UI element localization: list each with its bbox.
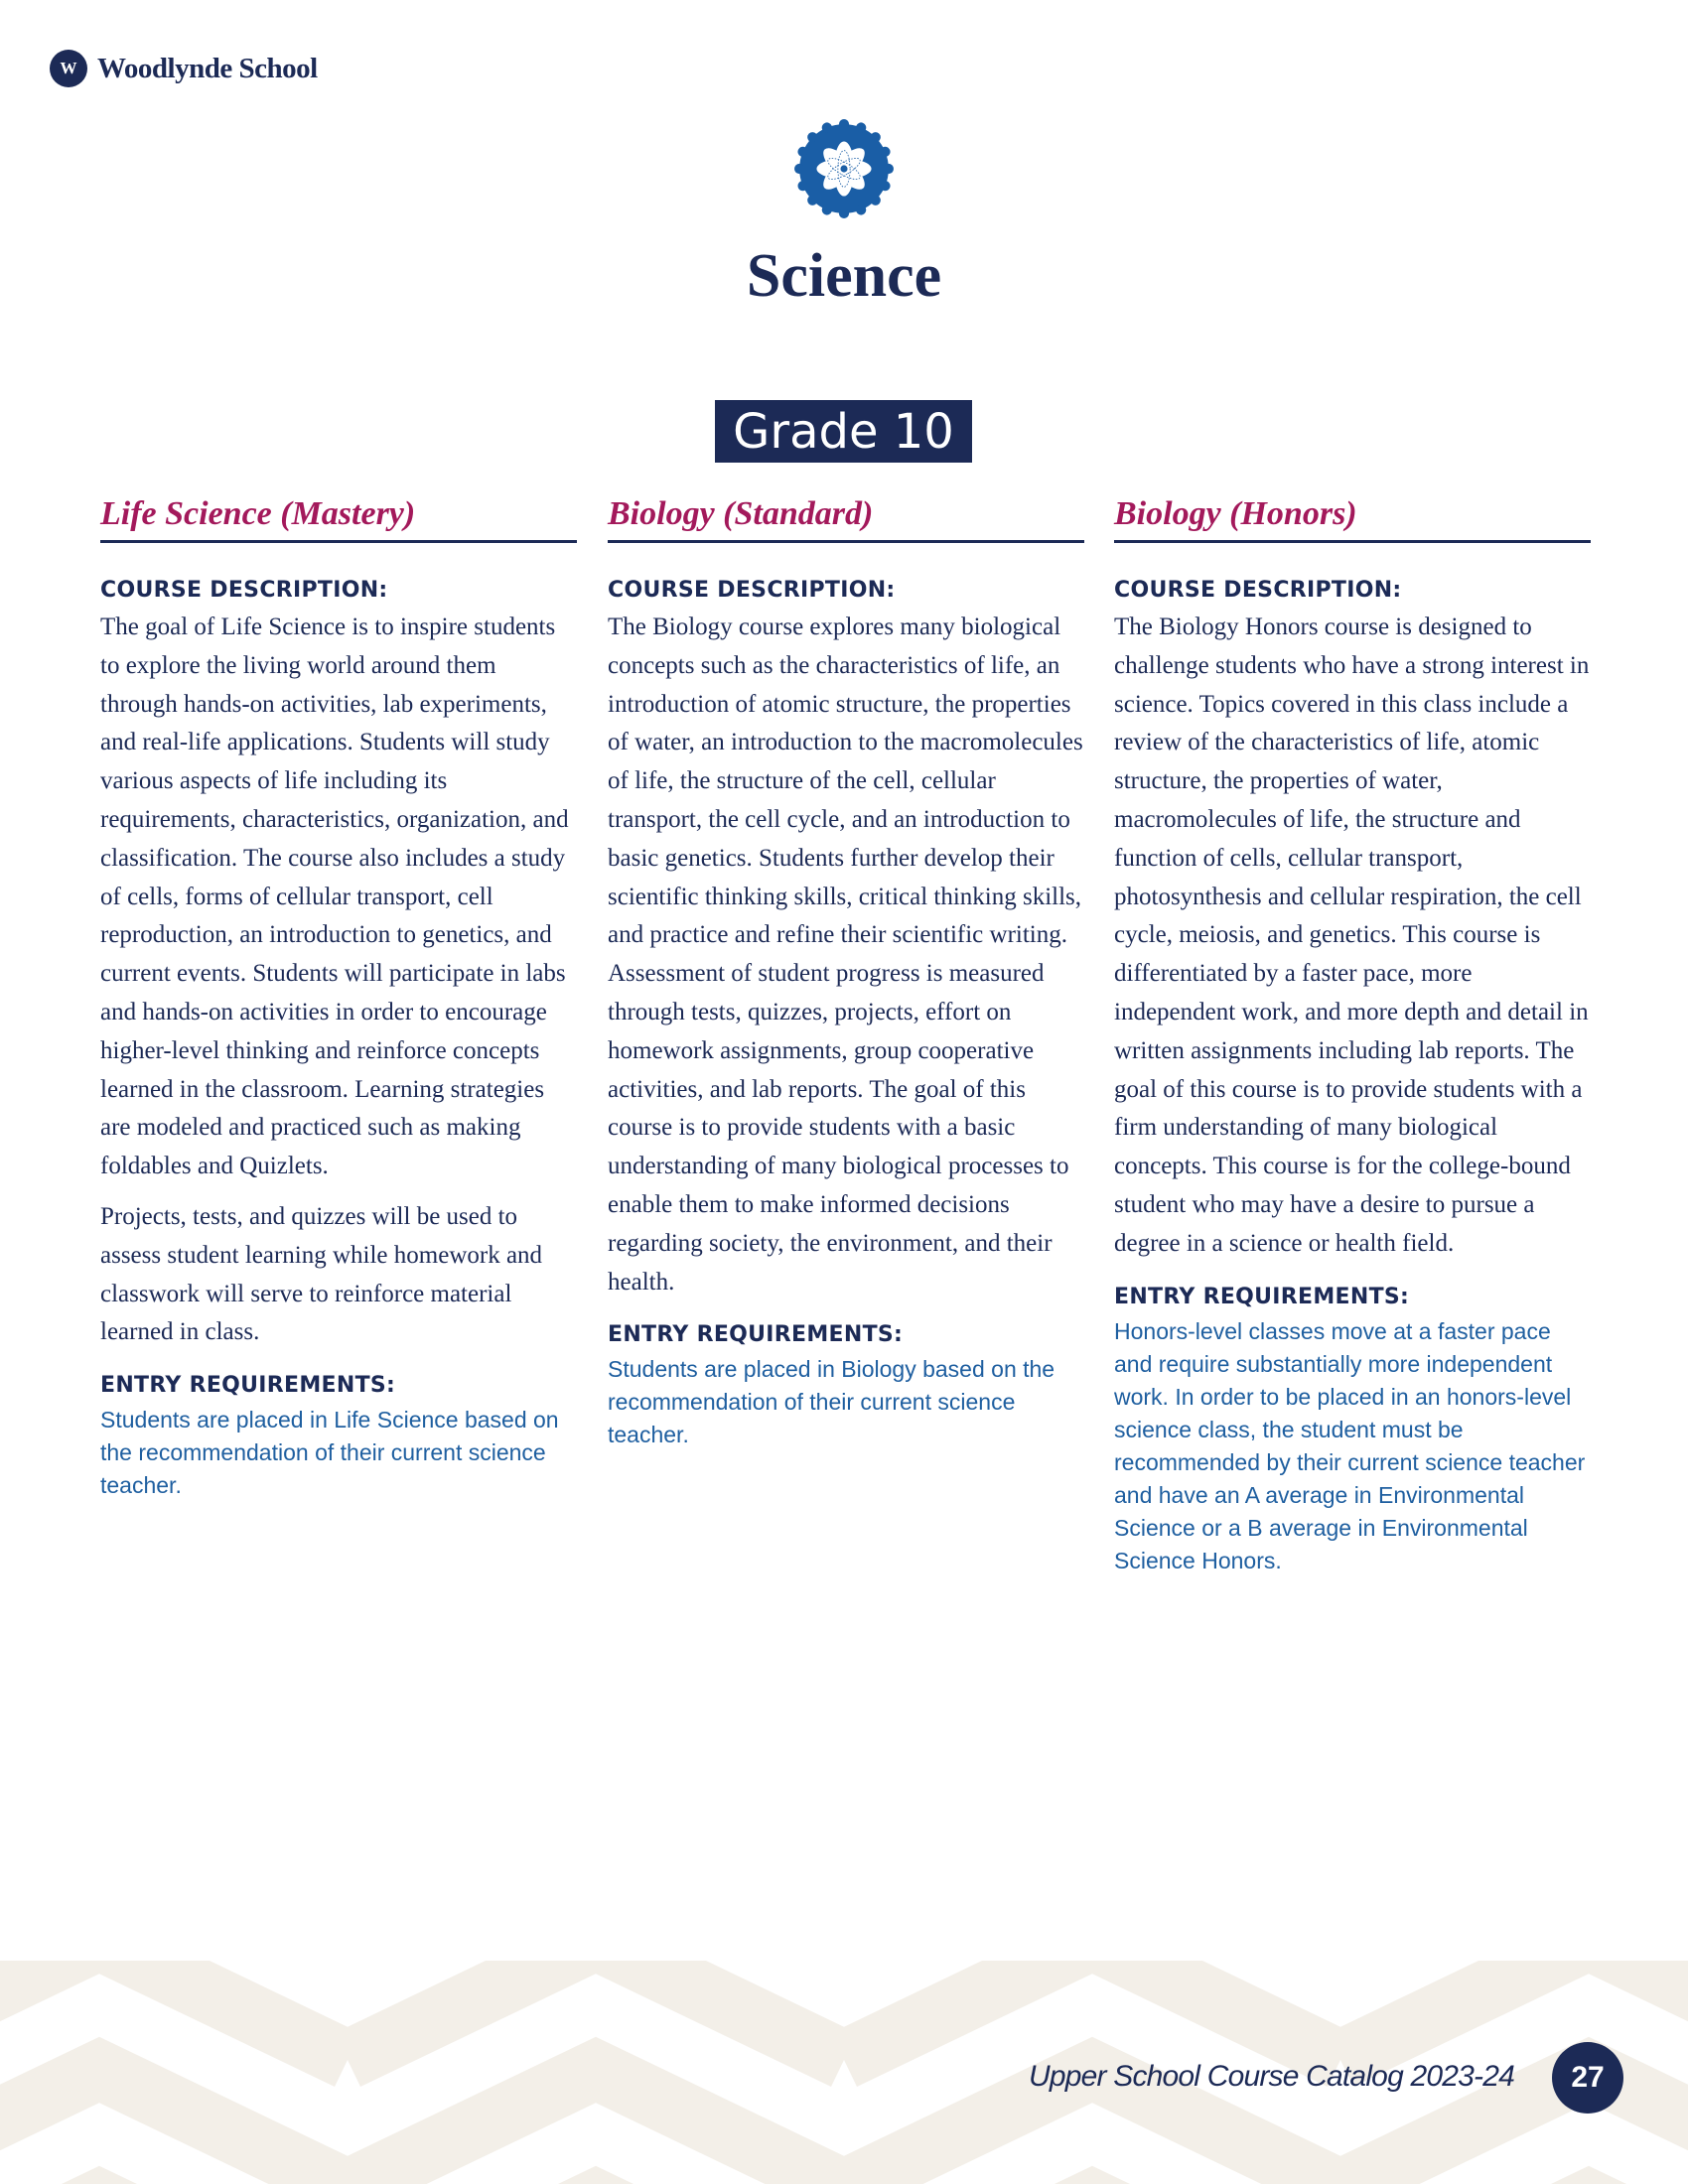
page-number: 27 xyxy=(1552,2042,1623,2114)
entry-requirements-label: ENTRY REQUIREMENTS: xyxy=(100,1373,396,1399)
grade-badge: Grade 10 xyxy=(715,400,972,463)
course-column-life-science xyxy=(100,494,577,1502)
course-description-label: COURSE DESCRIPTION: xyxy=(1114,578,1402,603)
course-title: Biology (Honors) xyxy=(1114,494,1591,543)
course-column-biology-standard xyxy=(608,494,1084,1451)
course-title: Biology (Standard) xyxy=(608,494,1084,543)
entry-requirements-label: ENTRY REQUIREMENTS: xyxy=(1114,1284,1410,1309)
course-description: The Biology Honors course is designed to challenge students who have a strong interest in science. Topics covered in this class include a review of the characteristics of life, atomic structure, the properties of water, macromolecules of life, the structure and function of cells, cellular transport, photosynthesis and cellular respiration, the cell cycle, meiosis, and genetics. This course is differentiated by a faster pace, more independent work, and more depth and detail in written assignments including lab reports. The goal of this course is to provide students with a firm understanding of many biological concepts. This course is for the college-bound student who may have a desire to pursue a degree in a science or health field. xyxy=(1114,614,1590,1257)
course-title: Life Science (Mastery) xyxy=(100,494,577,543)
course-description: Projects, tests, and quizzes will be used to assess student learning while homework and classwork will serve to reinforce material learned in class. xyxy=(100,1202,543,1346)
entry-requirements: Honors-level classes move at a faster pace and require substantially more independent work. In order to be placed in an honors-level science class, the student must be recommended by their current science teacher and have an A average in Environmental Science or a B average in Environmental Science Honors. xyxy=(1114,1317,1586,1573)
course-description: The goal of Life Science is to inspire students to explore the living world around them through hands-on activities, lab experiments, and real-life applications. Students will study various aspects of life including its requirements, characteristics, organization, and classification. The course also includes a study of cells, forms of cellular transport, cell reproduction, an introduction to genetics, and current events. Students will participate in labs and hands-on activities in order to encourage higher-level thinking and reinforce concepts learned in the classroom. Learning strategies are modeled and practiced such as making foldables and Quizlets. xyxy=(100,614,569,1180)
entry-requirements: Students are placed in Biology based on the recommendation of their current science teacher. xyxy=(608,1356,1055,1448)
course-column-biology-honors xyxy=(1114,494,1591,1577)
school-crest-icon xyxy=(50,50,87,87)
course-description: The Biology course explores many biological concepts such as the characteristics of life, an introduction of atomic structure, the properties of water, an introduction to the macromolecules of life, the structure of the cell, cellular transport, the cell cycle, and an introduction to basic genetics. Students further develop their scientific thinking skills, critical thinking skills, and practice and refine their scientific writing. Assessment of student progress is measured through tests, quizzes, projects, effort on homework assignments, group cooperative activities, and lab reports. The goal of this course is to provide students with a basic understanding of many biological processes to enable them to make informed decisions regarding society, the environment, and their health. xyxy=(608,614,1083,1296)
entry-requirements-label: ENTRY REQUIREMENTS: xyxy=(608,1322,904,1348)
atom-icon xyxy=(793,118,895,219)
course-description-label: COURSE DESCRIPTION: xyxy=(608,578,896,603)
course-description-label: COURSE DESCRIPTION: xyxy=(100,578,388,603)
entry-requirements: Students are placed in Life Science based on the recommendation of their current science teacher. xyxy=(100,1407,559,1499)
school-name: Woodlynde School xyxy=(97,52,318,84)
page-title: Science xyxy=(746,242,942,310)
logo-monogram: W xyxy=(60,59,77,77)
school-logo xyxy=(50,50,318,87)
catalog-title: Upper School Course Catalog 2023-24 xyxy=(1029,2060,1514,2093)
